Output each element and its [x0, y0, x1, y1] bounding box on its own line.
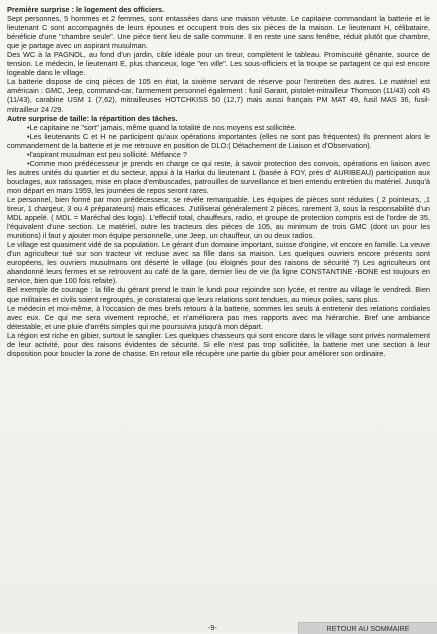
paragraph: Le médecin et moi-même, à l'occasion de mes brefs retours à la batterie, sommes les seuls à entretenir des relations cordiales avec eux. Ce qui me sera vivement reproché, et n'améliorera pas mes rapports avec ma hiérarchie. Bref une ambiance détestable, et une pluie d'arrêts simples qui me poursuivra jusqu'à mon départ.: [7, 303, 430, 331]
page-number: -9-: [208, 623, 217, 632]
bullet-item: •Le capitaine ne "sort" jamais, même quand la totalité de nos moyens est sollicitée.: [27, 122, 297, 132]
back-to-contents-button[interactable]: RETOUR AU SOMMAIRE: [298, 622, 437, 634]
page-footer: [0, 621, 437, 633]
bullet-item: •Les lieutenants C et H ne participent qu'aux opérations importantes (elles ne sont pas fréquentes) Ils prennent alors le commandement de la batterie et je me retrouve en position de DLO:( Détachement de Liaison et d'Observation).: [7, 131, 430, 150]
paragraph: Le village est quasiment vidé de sa population. Le gérant d'un domaine important, suisse d'origine, vit encore en famille. La veuve d'un agriculteur tué sur son tracteur vit recluse avec sa fille dans sa maison. Les quelques ouvriers encore présents sont européens, les ouvriers musulmans ont déserté le village (ou éloignés pour des raisons de sécurité ?) Les agriculteurs ont abandonné leurs fermes et se retrouvent au café de la gare, dernier lieu de vie (la ligne CONSTANTINE -BONE est toujours en service, bien que 100 fois refaite).: [7, 240, 430, 286]
paragraph: Bel exemple de courage : la fille du gérant prend le train le lundi pour rejoindre son lycée, et rentre au village le vendredi. Bien que militaires et civils soient regroupés, je constaterai que leurs relations sont tendues, au mieux polies, sans plus.: [7, 285, 430, 304]
section-title: Autre surprise de taille: la répartition des tâches.: [7, 113, 178, 123]
paragraph: Des WC à la PAGNOL, au fond d'un jardin, cible idéale pour un tireur, complètent le tableau. Promiscuité gênante, source de tension. Le médecin, le lieutenant E, plus chanceux, loge "en ville". Les sous-officiers et la troupe se partagent ce qui est encore logeable dans le village.: [7, 50, 430, 78]
section-title: Première surprise : le logement des officiers.: [7, 5, 165, 14]
paragraph: Sept personnes, 5 hommes et 2 femmes, sont entassées dans une maison vétuste. Le capitaine commandant la batterie et le lieutenant C sont accompagnés de leurs épouses et occupent trois des six pièces de la maison. Le lieutenant H, célibataire, bénéficie d'une "chambre seule". Une pièce tient lieu de salle commune. Il en reste une sans fenêtre, réduit plutôt que chambre, que je partage avec un aspirant musulman.: [7, 14, 430, 51]
paragraph: Le personnel, bien formé par mon prédécesseur, se révèle remarquable. Les équipes de pièces sont réduites ( 2 pointeurs, ,1 tireur, 1 chargeur, 3 ou 4 préparateurs) mais efficaces. J'utiliserai généralement 2 pièces, rarement 3, sous la responsabilité d'un MDL appelé. ( MDL = Maréchal des logis). L'effectif total, chauffeurs, radio, et groupe de protection compris est de l'ordre de 35, l'équivalent d'une section. Le matériel, outre les tracteurs des pièces de 105, au minimum de trois GMC (dont un pour les munitions) il faut y ajouter mon équipe personnelle, une Jeep, un chauffeur, un ou deux radios.: [7, 194, 430, 241]
bullet-item: •Comme mon prédécesseur je prends en charge ce qui reste, à savoir protection des convois, opérations en liaison avec les autres unités du quartier et du secteur, appui à la Harka du lieutenant L (basée à FOY, près d' AURIBEAU) participation aux bouclages, aux ratissages, mise en place d'embuscades, patrouilles de surveillance et bien entendu entretien du matériel. Jusqu'à mon départ en mars 1959, les journées de repos seront rares.: [7, 158, 430, 195]
paragraph: La région est riche en gibier, surtout le sanglier. Les quelques chasseurs qui sont encore dans le village sont privés normalement de leur activité, pour des raisons évidentes de sécurité. Si elle n'est pas trop sollicitée, la batterie met une section à leur disposition pour boucler la zone de chasse. En retour elle récupère une partie du gibier pour améliorer son ordinaire.: [7, 330, 430, 358]
bullet-item: •l'aspirant musulman est peu sollicité. Méfiance ?: [27, 149, 187, 159]
document-body: [7, 5, 430, 358]
paragraph: La batterie dispose de cinq pièces de 105 en état, la sixième servant de réserve pour l'entretien des autres. Le matériel est américain : GMC, Jeep, command-car, l'armement personnel également : fusil Garant, pistolet-mitrailleur Thomson (11/43) colt 45 (11/43), carabine USM 1 (7,62), mitrailleuses HOTCHKISS 50 (12,7) mais aussi français PM MAT 49, fusil MAS 36, fusil-mitrailleur 24 /29.: [7, 77, 430, 114]
